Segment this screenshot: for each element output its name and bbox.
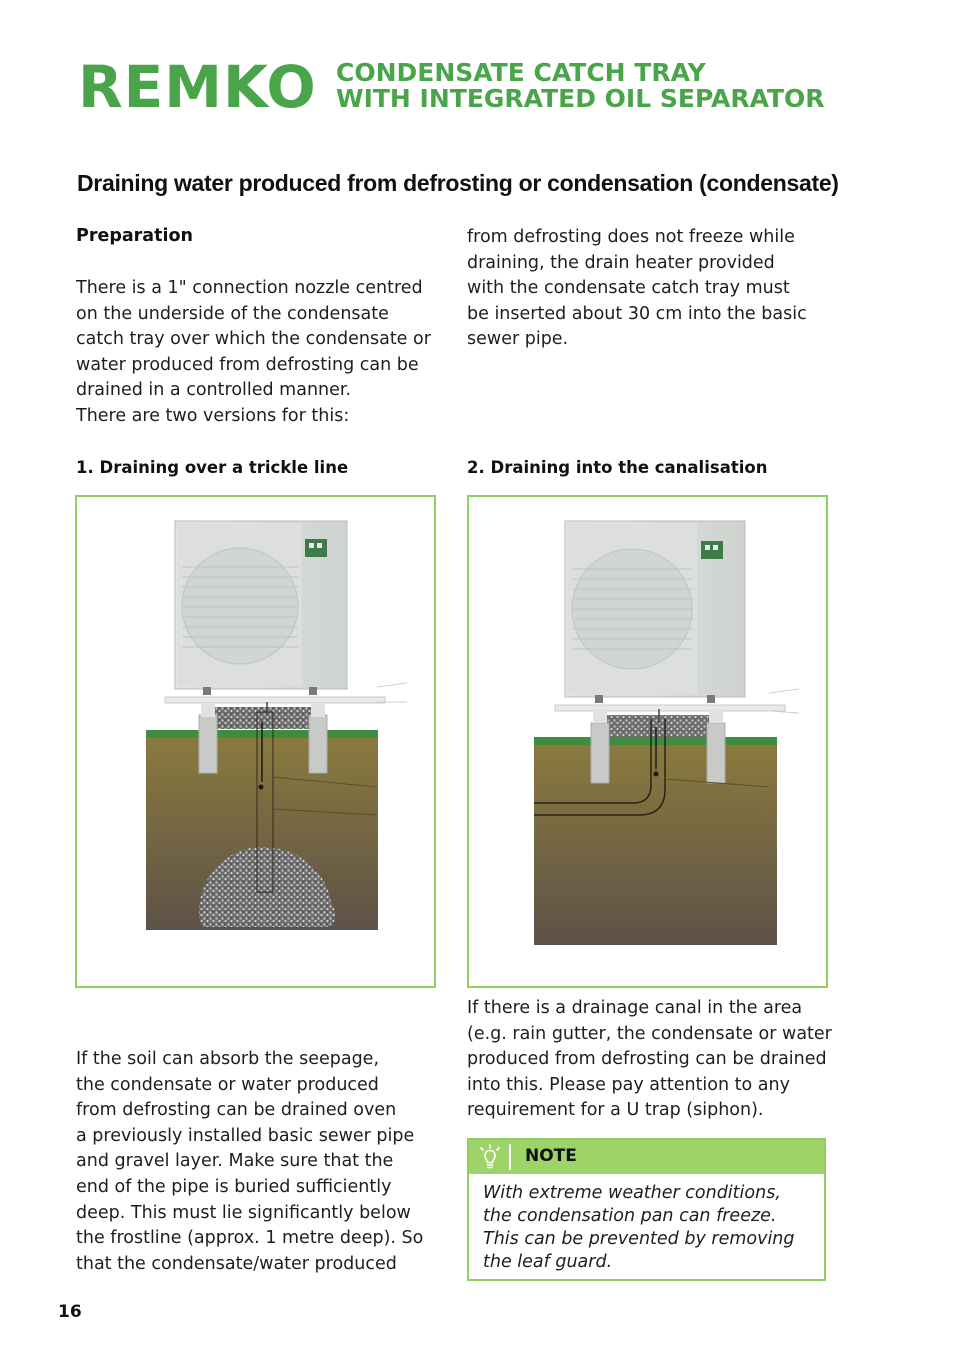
text-line: There are two versions for this:: [76, 405, 350, 426]
document-title-line-2: WITH INTEGRATED OIL SEPARATOR: [336, 84, 825, 113]
text-line: from defrosting can be drained oven: [76, 1100, 397, 1121]
text-line: produced from defrosting can be drained: [467, 1049, 827, 1070]
text-line: (e.g. rain gutter, the condensate or water: [467, 1023, 832, 1044]
text-line: draining, the drain heater provided: [467, 252, 775, 273]
text-line: from defrosting does not freeze while: [467, 227, 795, 247]
text-line: a previously installed basic sewer pipe: [76, 1125, 415, 1146]
text-line: deep. This must lie significantly below: [76, 1202, 411, 1223]
text-line: If there is a drainage canal in the area: [467, 998, 803, 1018]
text-line: with the condensate catch tray must: [467, 278, 790, 299]
document-title-line-1: CONDENSATE CATCH TRAY: [336, 58, 706, 87]
preparation-text: [76, 276, 431, 430]
text-line: on the underside of the condensate: [76, 303, 389, 324]
page-number: 16: [58, 1302, 82, 1322]
lightbulb-icon: [479, 1144, 501, 1174]
text-line: water produced from defrosting can be: [76, 354, 419, 375]
note-text: [469, 1174, 824, 1274]
canalisation-text: [467, 996, 832, 1124]
text-line: the condensate or water produced: [76, 1074, 379, 1095]
right-intro-text: [467, 225, 807, 353]
note-box: [467, 1138, 826, 1281]
figure-1-frame: [75, 495, 436, 988]
text-line: and gravel layer. Make sure that the: [76, 1151, 394, 1172]
trickle-line-illustration: [77, 497, 434, 986]
text-line: With extreme weather conditions,: [483, 1183, 781, 1203]
text-line: This can be prevented by removing: [483, 1229, 795, 1249]
document-title: [336, 60, 825, 112]
text-line: the leaf guard.: [483, 1252, 613, 1272]
section-heading: Draining water produced from defrosting or condensation (condensate): [77, 170, 839, 196]
text-line: sewer pipe.: [467, 329, 569, 350]
figure-2-caption: 2. Draining into the canalisation: [467, 458, 768, 477]
text-line: into this. Please pay attention to any: [467, 1074, 790, 1095]
trickle-line-text: [76, 1047, 423, 1277]
text-line: be inserted about 30 cm into the basic: [467, 303, 807, 324]
text-line: requirement for a U trap (siphon).: [467, 1100, 764, 1121]
text-line: drained in a controlled manner.: [76, 380, 352, 401]
text-line: There is a 1" connection nozzle centred: [76, 278, 423, 298]
canalisation-illustration: [469, 497, 826, 986]
note-divider: [509, 1144, 511, 1170]
text-line: the condensation pan can freeze.: [483, 1206, 777, 1226]
note-header: [469, 1140, 824, 1174]
preparation-heading: Preparation: [76, 226, 193, 246]
note-label: NOTE: [525, 1146, 577, 1166]
remko-logo: REMKO: [78, 53, 317, 121]
text-line: the frostline (approx. 1 metre deep). So: [76, 1228, 424, 1249]
figure-2-frame: [467, 495, 828, 988]
text-line: If the soil can absorb the seepage,: [76, 1049, 380, 1069]
text-line: catch tray over which the condensate or: [76, 329, 431, 350]
figure-1-caption: 1. Draining over a trickle line: [76, 458, 349, 477]
text-line: end of the pipe is buried sufficiently: [76, 1176, 392, 1197]
text-line: that the condensate/water produced: [76, 1253, 397, 1274]
